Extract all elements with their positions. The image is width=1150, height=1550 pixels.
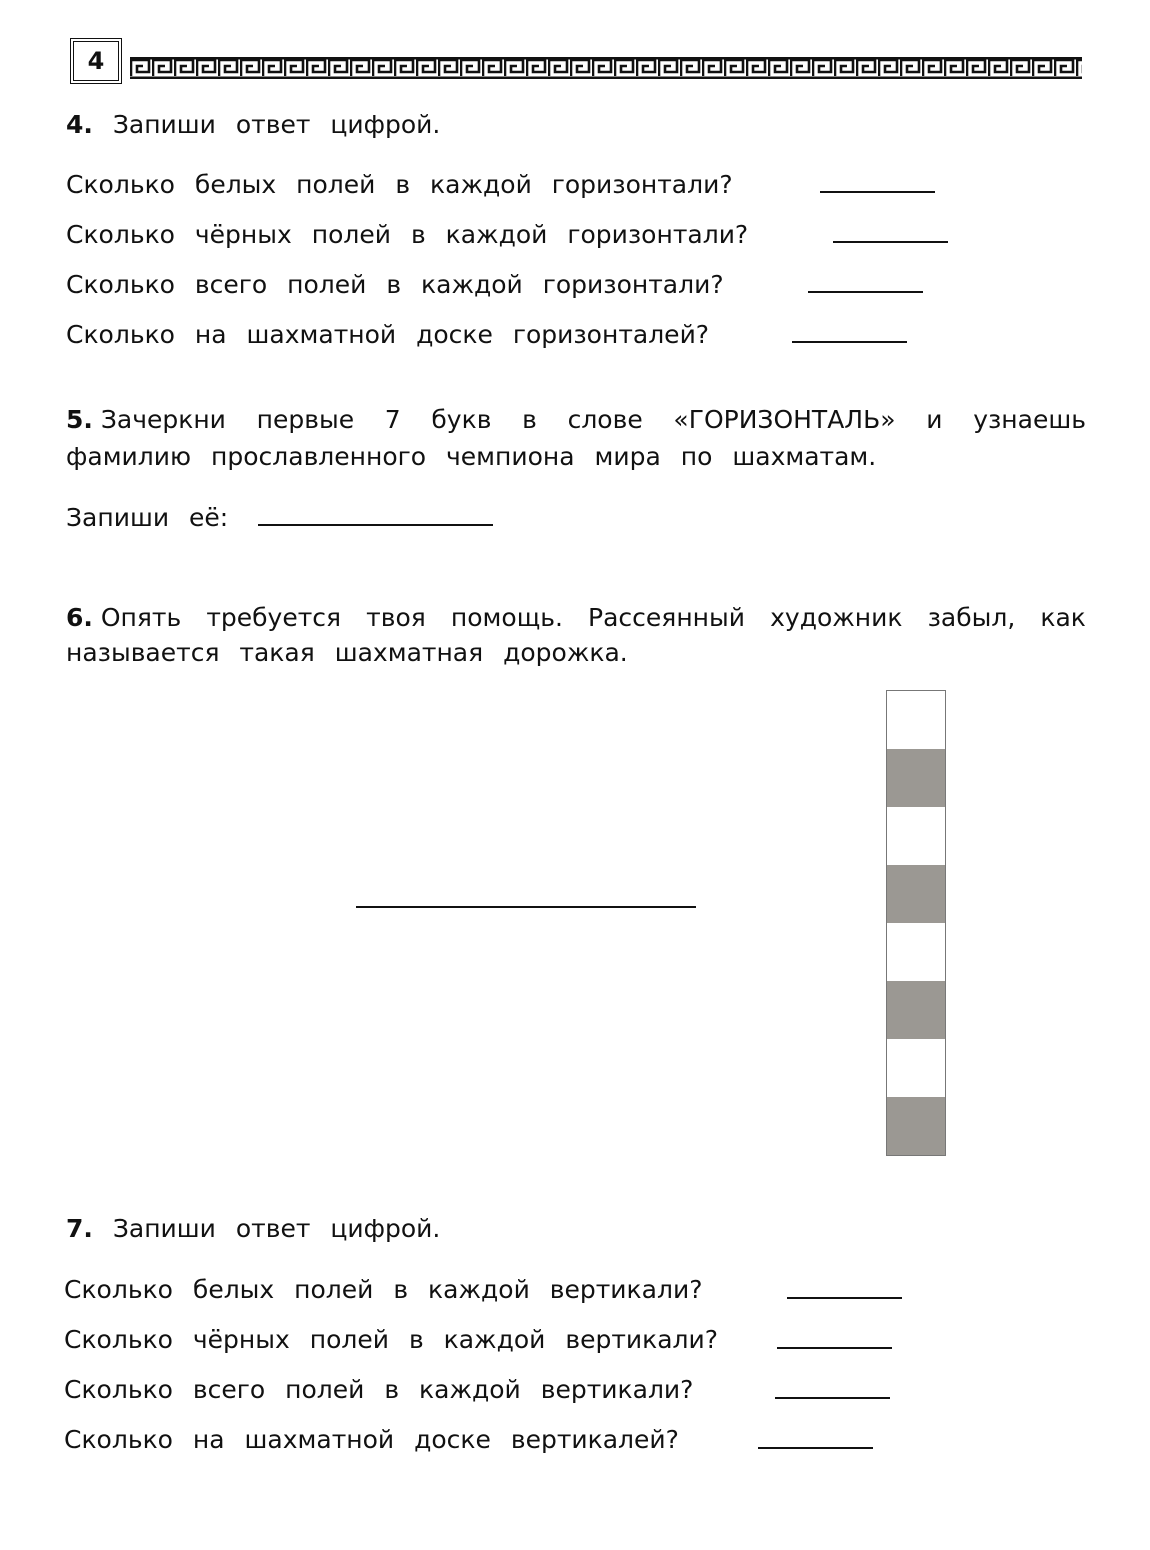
- answer-blank[interactable]: [820, 191, 935, 193]
- task7-question-2: Сколько чёрных полей в каждой вертикали?: [64, 1325, 719, 1354]
- dark-square: [887, 865, 945, 923]
- answer-blank[interactable]: [758, 1447, 873, 1449]
- answer-blank[interactable]: [777, 1347, 892, 1349]
- answer-blank[interactable]: [775, 1397, 890, 1399]
- task5-line-1: 5. Зачеркни первые 7 букв в слове «ГОРИЗОНТАЛЬ» и узнаешь: [66, 405, 1086, 434]
- dark-square: [887, 981, 945, 1039]
- answer-blank[interactable]: [356, 906, 696, 908]
- dark-square: [887, 1097, 945, 1155]
- answer-blank[interactable]: [787, 1297, 902, 1299]
- task4-question-2: Сколько чёрных полей в каждой горизонтали?: [66, 220, 749, 249]
- answer-blank[interactable]: [792, 341, 907, 343]
- answer-blank[interactable]: [808, 291, 923, 293]
- dark-square: [887, 749, 945, 807]
- light-square: [887, 691, 945, 749]
- light-square: [887, 923, 945, 981]
- meander-border: [130, 56, 1082, 80]
- task4-question-1: Сколько белых полей в каждой горизонтали?: [66, 170, 733, 199]
- light-square: [887, 1039, 945, 1097]
- answer-blank[interactable]: [833, 241, 948, 243]
- task5-answer-label: Запиши её:: [66, 503, 229, 532]
- task4-question-4: Сколько на шахматной доске горизонталей?: [66, 320, 710, 349]
- task6-text: [66, 600, 1086, 636]
- task4-question-3: Сколько всего полей в каждой горизонтали?: [66, 270, 724, 299]
- answer-blank[interactable]: [258, 524, 493, 526]
- task6-line-1: 6. Опять требуется твоя помощь. Рассеянный художник забыл, как: [66, 603, 1086, 632]
- chess-strip: [886, 690, 946, 1156]
- task4-heading: 4. Запиши ответ цифрой.: [66, 110, 441, 139]
- task7-question-4: Сколько на шахматной доске вертикалей?: [64, 1425, 679, 1454]
- light-square: [887, 807, 945, 865]
- task5-text: [66, 402, 1086, 438]
- task7-heading: 7. Запиши ответ цифрой.: [66, 1214, 441, 1243]
- task7-question-1: Сколько белых полей в каждой вертикали?: [64, 1275, 703, 1304]
- page-number: 4: [70, 38, 122, 84]
- task7-question-3: Сколько всего полей в каждой вертикали?: [64, 1375, 694, 1404]
- task6-line-2: называется такая шахматная дорожка.: [66, 638, 628, 667]
- task5-line-2: фамилию прославленного чемпиона мира по шахматам.: [66, 442, 877, 471]
